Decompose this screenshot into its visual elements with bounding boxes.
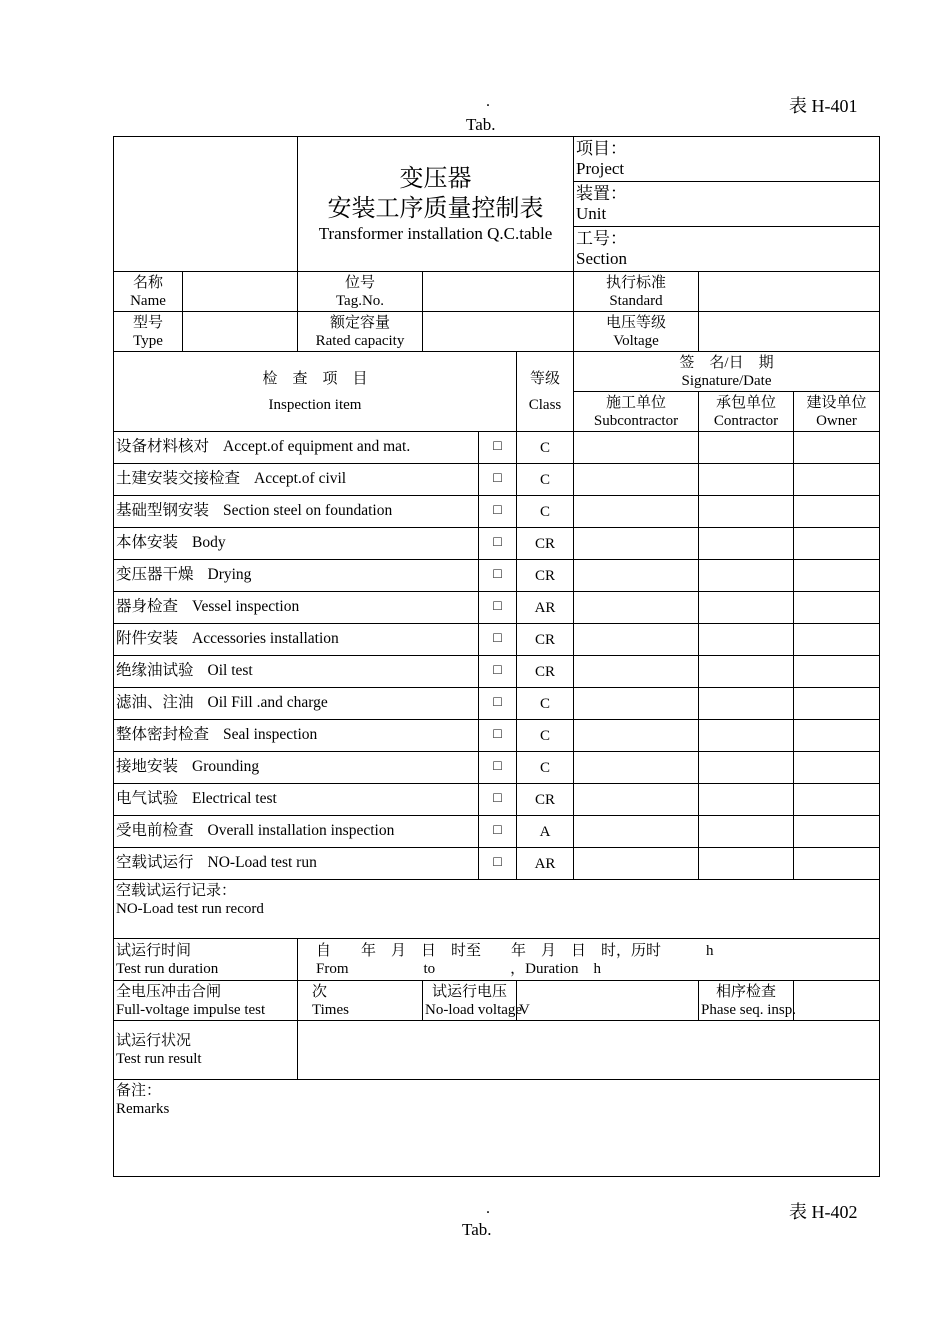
- subcontractor-header-en: Subcontractor: [593, 412, 679, 429]
- inspection-item-label: [114, 496, 479, 528]
- signature-header-en: Signature/Date: [681, 372, 772, 389]
- item-checkbox[interactable]: □: [479, 720, 517, 752]
- contractor-signature-cell[interactable]: [699, 848, 794, 880]
- inspection-row: [114, 656, 880, 688]
- item-checkbox[interactable]: □: [479, 848, 517, 880]
- item-class: CR: [517, 528, 574, 560]
- remarks-label-cn: 备注：: [116, 1083, 162, 1099]
- item-name-cn: 绝缘油试验: [116, 662, 194, 680]
- noload-voltage-value[interactable]: [517, 981, 699, 1021]
- item-checkbox[interactable]: □: [479, 688, 517, 720]
- subcontractor-signature-cell[interactable]: [574, 528, 699, 560]
- tag-label-en: Tag.No.: [335, 292, 385, 309]
- inspection-row: [114, 528, 880, 560]
- blank-cell: [114, 137, 298, 272]
- form-title: [298, 137, 574, 272]
- inspection-row: [114, 752, 880, 784]
- owner-signature-cell[interactable]: [794, 752, 880, 784]
- inspection-row: [114, 784, 880, 816]
- item-name-cn: 基础型钢安装: [116, 502, 210, 520]
- standard-label-cn: 执行标准: [605, 274, 666, 291]
- impulse-label-cn: 全电压冲击合闸: [116, 983, 222, 1000]
- owner-signature-cell[interactable]: [794, 528, 880, 560]
- item-name-en: Accessories installation: [192, 630, 339, 648]
- subcontractor-signature-cell[interactable]: [574, 720, 699, 752]
- owner-header-cn: 建设单位: [806, 394, 867, 411]
- title-en: Transformer installation Q.C.table: [318, 223, 553, 243]
- subcontractor-signature-cell[interactable]: [574, 816, 699, 848]
- owner-signature-cell[interactable]: [794, 656, 880, 688]
- item-name-en: Section steel on foundation: [223, 502, 393, 520]
- duration-line-en: From to ，Duration h: [316, 960, 601, 977]
- owner-signature-cell[interactable]: [794, 848, 880, 880]
- item-name-en: Oil Fill .and charge: [207, 694, 328, 712]
- inspection-items: [114, 432, 880, 880]
- item-name-cn: 设备材料核对: [116, 438, 210, 456]
- inspection-item-label: [114, 528, 479, 560]
- impulse-label-en: Full-voltage impulse test: [116, 1001, 266, 1018]
- item-checkbox[interactable]: □: [479, 432, 517, 464]
- title-cn-2: 安装工序质量控制表: [327, 195, 544, 222]
- subcontractor-signature-cell[interactable]: [574, 784, 699, 816]
- standard-label-en: Standard: [609, 292, 663, 309]
- item-name-en: Accept.of equipment and mat.: [223, 438, 411, 456]
- inspection-row: [114, 624, 880, 656]
- subcontractor-signature-cell[interactable]: [574, 752, 699, 784]
- inspection-row: [114, 720, 880, 752]
- tag-value[interactable]: [423, 272, 574, 312]
- standard-label: [574, 272, 699, 312]
- subcontractor-header: [574, 392, 699, 432]
- inspection-item-label: [114, 720, 479, 752]
- item-name-cn: 电气试验: [116, 790, 179, 808]
- item-name-en: Oil test: [207, 662, 253, 680]
- signature-header-cn: 签 名/日 期: [679, 354, 774, 371]
- capacity-value[interactable]: [423, 312, 574, 352]
- item-name-cn: 空载试运行: [116, 854, 194, 872]
- inspection-item-label: [114, 816, 479, 848]
- contractor-signature-cell[interactable]: [699, 656, 794, 688]
- inspection-row: [114, 688, 880, 720]
- inspection-item-label: [114, 432, 479, 464]
- voltage-unit: V: [519, 1002, 530, 1018]
- contractor-signature-cell[interactable]: [699, 624, 794, 656]
- contractor-signature-cell[interactable]: [699, 720, 794, 752]
- subcontractor-signature-cell[interactable]: [574, 656, 699, 688]
- item-class: C: [517, 496, 574, 528]
- next-table-number: 表 H-402: [789, 1202, 858, 1222]
- capacity-label-cn: 额定容量: [329, 314, 390, 331]
- subcontractor-header-cn: 施工单位: [605, 394, 666, 411]
- voltage-value[interactable]: [699, 312, 880, 352]
- table-number: 表 H-401: [789, 96, 858, 116]
- item-name-en: Vessel inspection: [192, 598, 300, 616]
- section-field[interactable]: [574, 227, 880, 272]
- times-label-cn: 次: [312, 983, 328, 1000]
- subcontractor-signature-cell[interactable]: [574, 592, 699, 624]
- item-checkbox[interactable]: □: [479, 528, 517, 560]
- contractor-signature-cell[interactable]: [699, 752, 794, 784]
- contractor-signature-cell[interactable]: [699, 496, 794, 528]
- result-value[interactable]: [298, 1021, 880, 1080]
- name-value[interactable]: [183, 272, 298, 312]
- header-tab: Tab.: [466, 115, 496, 134]
- item-name-cn: 附件安装: [116, 630, 179, 648]
- result-label-cn: 试运行状况: [116, 1033, 192, 1049]
- inspection-item-label: [114, 688, 479, 720]
- contractor-header-cn: 承包单位: [715, 394, 776, 411]
- phase-seq-label: [699, 981, 794, 1021]
- inspection-header-cn: 检 查 项 目: [262, 370, 368, 387]
- result-label: [114, 1021, 298, 1080]
- class-header-en: Class: [528, 396, 562, 413]
- tag-label: [298, 272, 423, 312]
- item-name-en: Body: [192, 534, 226, 552]
- duration-line-cn: 自 年 月 日 时至 年 月 日 时，历时 h: [316, 942, 714, 959]
- project-field[interactable]: [574, 137, 880, 182]
- inspection-item-label: [114, 592, 479, 624]
- item-name-en: NO-Load test run: [207, 854, 317, 872]
- item-checkbox[interactable]: □: [479, 752, 517, 784]
- item-class: AR: [517, 848, 574, 880]
- class-header-cn: 等级: [529, 370, 560, 387]
- item-class: C: [517, 720, 574, 752]
- owner-header-en: Owner: [816, 412, 857, 429]
- item-name-cn: 整体密封检查: [116, 726, 210, 744]
- inspection-item-label: [114, 752, 479, 784]
- item-name-en: Drying: [207, 566, 252, 584]
- section-label-en: Section: [576, 249, 627, 268]
- subcontractor-signature-cell[interactable]: [574, 496, 699, 528]
- noload-voltage-label: [423, 981, 523, 1021]
- inspection-item-header: [114, 352, 517, 432]
- project-label-en: Project: [576, 159, 625, 178]
- item-checkbox[interactable]: □: [479, 560, 517, 592]
- subcontractor-signature-cell[interactable]: [574, 624, 699, 656]
- unit-field[interactable]: [574, 182, 880, 227]
- inspection-item-label: [114, 560, 479, 592]
- owner-signature-cell[interactable]: [794, 624, 880, 656]
- inspection-item-label: [114, 656, 479, 688]
- unit-label-en: Unit: [576, 204, 607, 223]
- contractor-header-en: Contractor: [713, 412, 779, 429]
- voltage-label-en: Voltage: [613, 332, 659, 349]
- type-label: [114, 312, 183, 352]
- item-class: C: [517, 688, 574, 720]
- noload-voltage-label-en: No-load voltage: [425, 1001, 523, 1018]
- owner-signature-cell[interactable]: [794, 784, 880, 816]
- item-name-cn: 滤油、注油: [116, 694, 194, 712]
- owner-signature-cell[interactable]: [794, 560, 880, 592]
- qc-form-table: [113, 136, 880, 1177]
- phase-seq-value[interactable]: [794, 981, 880, 1021]
- standard-value[interactable]: [699, 272, 880, 312]
- contractor-signature-cell[interactable]: [699, 560, 794, 592]
- no-load-record[interactable]: [114, 880, 880, 939]
- record-label-en: NO-Load test run record: [116, 901, 264, 917]
- owner-signature-cell[interactable]: [794, 816, 880, 848]
- inspection-item-label: [114, 848, 479, 880]
- footer-tab: Tab.: [462, 1220, 492, 1239]
- remarks-label-en: Remarks: [116, 1101, 170, 1117]
- impulse-times[interactable]: [298, 981, 423, 1021]
- type-label-cn: 型号: [132, 314, 163, 331]
- item-name-en: Seal inspection: [223, 726, 318, 744]
- item-name-cn: 本体安装: [116, 534, 179, 552]
- owner-signature-cell[interactable]: [794, 464, 880, 496]
- type-value[interactable]: [183, 312, 298, 352]
- duration-value[interactable]: [298, 939, 880, 981]
- owner-signature-cell[interactable]: [794, 592, 880, 624]
- capacity-label: [298, 312, 423, 352]
- subcontractor-signature-cell[interactable]: [574, 560, 699, 592]
- item-name-en: Accept.of civil: [254, 470, 347, 488]
- item-class: CR: [517, 656, 574, 688]
- contractor-signature-cell[interactable]: [699, 432, 794, 464]
- impulse-label: [114, 981, 298, 1021]
- contractor-signature-cell[interactable]: [699, 688, 794, 720]
- item-checkbox[interactable]: □: [479, 784, 517, 816]
- item-name-cn: 土建安装交接检查: [116, 470, 241, 488]
- item-name-en: Grounding: [192, 758, 260, 776]
- owner-signature-cell[interactable]: [794, 720, 880, 752]
- item-class: C: [517, 432, 574, 464]
- item-class: C: [517, 752, 574, 784]
- owner-signature-cell[interactable]: [794, 432, 880, 464]
- inspection-row: [114, 592, 880, 624]
- owner-signature-cell[interactable]: [794, 496, 880, 528]
- inspection-row: [114, 848, 880, 880]
- item-name-cn: 受电前检查: [116, 822, 194, 840]
- subcontractor-signature-cell[interactable]: [574, 464, 699, 496]
- item-checkbox[interactable]: □: [479, 624, 517, 656]
- times-label-en: Times: [312, 1001, 349, 1018]
- inspection-item-label: [114, 784, 479, 816]
- contractor-signature-cell[interactable]: [699, 784, 794, 816]
- subcontractor-signature-cell[interactable]: [574, 688, 699, 720]
- subcontractor-signature-cell[interactable]: [574, 432, 699, 464]
- inspection-row: [114, 560, 880, 592]
- item-name-cn: 器身检查: [116, 598, 179, 616]
- tag-label-cn: 位号: [344, 274, 375, 291]
- inspection-item-label: [114, 464, 479, 496]
- inspection-row: [114, 496, 880, 528]
- item-class: CR: [517, 560, 574, 592]
- name-label: [114, 272, 183, 312]
- item-class: C: [517, 464, 574, 496]
- inspection-row: [114, 432, 880, 464]
- item-name-en: Electrical test: [192, 790, 277, 808]
- voltage-label-cn: 电压等级: [605, 314, 666, 331]
- name-label-cn: 名称: [132, 274, 163, 291]
- capacity-label-en: Rated capacity: [315, 332, 405, 349]
- signature-header: [574, 352, 880, 392]
- record-label-cn: 空载试运行记录：: [116, 883, 237, 899]
- unit-label-cn: 装置：: [576, 183, 627, 203]
- inspection-item-label: [114, 624, 479, 656]
- owner-signature-cell[interactable]: [794, 688, 880, 720]
- phase-seq-label-en: Phase seq. insp.: [701, 1001, 796, 1018]
- contractor-header: [699, 392, 794, 432]
- contractor-signature-cell[interactable]: [699, 528, 794, 560]
- header-dot: .: [486, 93, 490, 110]
- item-checkbox[interactable]: □: [479, 496, 517, 528]
- duration-label-cn: 试运行时间: [116, 942, 192, 959]
- subcontractor-signature-cell[interactable]: [574, 848, 699, 880]
- inspection-header-en: Inspection item: [268, 396, 362, 413]
- item-checkbox[interactable]: □: [479, 816, 517, 848]
- inspection-row: [114, 464, 880, 496]
- contractor-signature-cell[interactable]: [699, 592, 794, 624]
- remarks-field[interactable]: [114, 1080, 880, 1177]
- title-cn-1: 变压器: [399, 165, 472, 192]
- section-label-cn: 工号：: [576, 228, 627, 248]
- inspection-row: [114, 816, 880, 848]
- item-checkbox[interactable]: □: [479, 592, 517, 624]
- voltage-label: [574, 312, 699, 352]
- owner-header: [794, 392, 880, 432]
- item-class: AR: [517, 592, 574, 624]
- item-checkbox[interactable]: □: [479, 656, 517, 688]
- item-class: CR: [517, 624, 574, 656]
- item-name-cn: 变压器干燥: [116, 566, 194, 584]
- duration-label: [114, 939, 298, 981]
- project-label-cn: 项目：: [576, 138, 627, 158]
- item-name-cn: 接地安装: [116, 758, 179, 776]
- noload-voltage-label-cn: 试运行电压: [431, 983, 507, 1000]
- item-class: A: [517, 816, 574, 848]
- class-header: [517, 352, 574, 432]
- footer-dot: .: [486, 1200, 490, 1217]
- result-label-en: Test run result: [116, 1051, 202, 1067]
- duration-label-en: Test run duration: [116, 960, 219, 977]
- name-label-en: Name: [130, 292, 166, 309]
- contractor-signature-cell[interactable]: [699, 816, 794, 848]
- type-label-en: Type: [133, 332, 163, 349]
- contractor-signature-cell[interactable]: [699, 464, 794, 496]
- phase-seq-label-cn: 相序检查: [715, 983, 776, 1000]
- item-name-en: Overall installation inspection: [207, 822, 395, 840]
- item-class: CR: [517, 784, 574, 816]
- item-checkbox[interactable]: □: [479, 464, 517, 496]
